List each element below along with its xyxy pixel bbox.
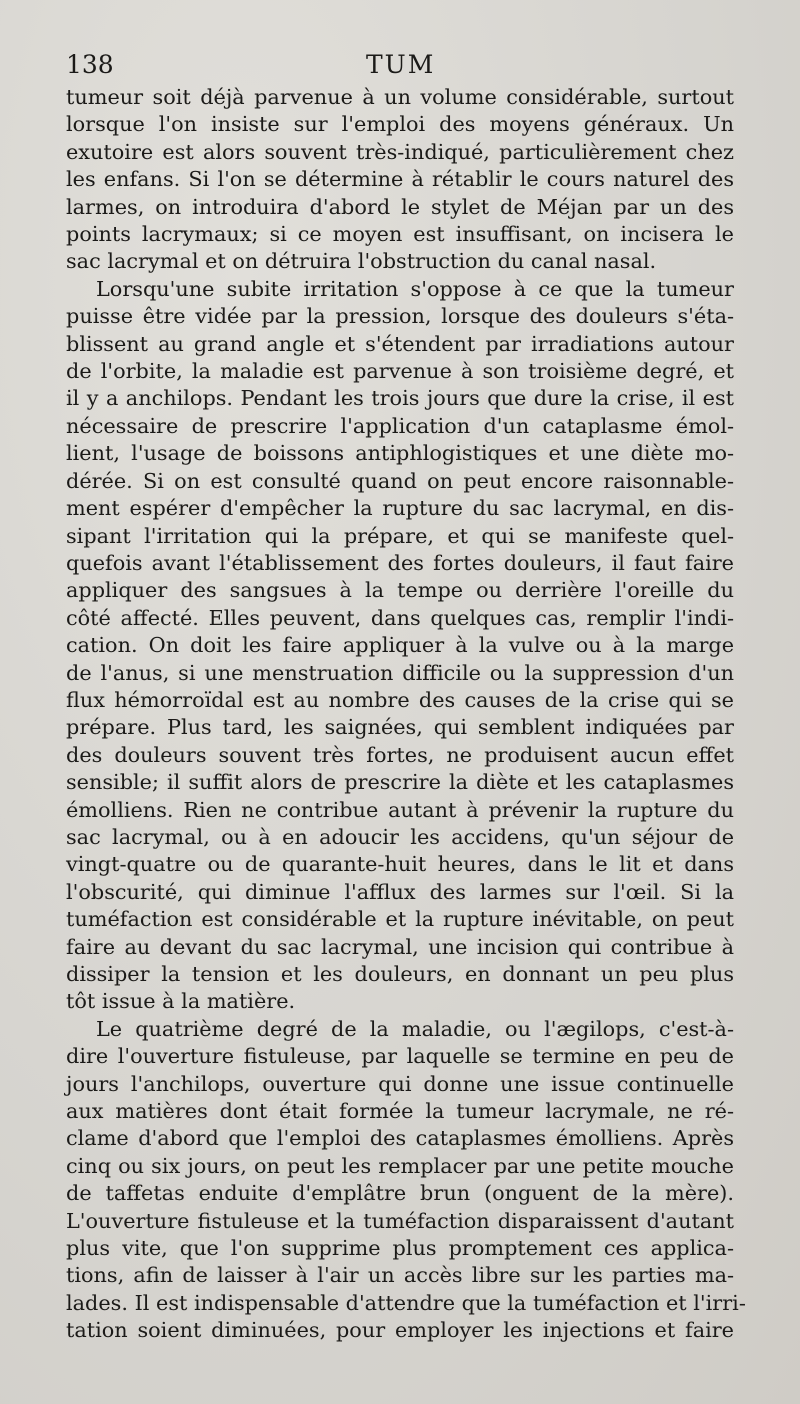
text-line: faire au devant du sac lacrymal, une incision qui contribue à [66, 934, 734, 959]
text-line: puisse être vidée par la pression, lorsque des douleurs s'éta- [66, 304, 734, 329]
text-line: prépare. Plus tard, les saignées, qui semblent indiquées par [66, 715, 734, 740]
text-line: aux matières dont était formée la tumeur lacrymale, ne ré- [66, 1099, 734, 1124]
text-line: côté affecté. Elles peuvent, dans quelques cas, remplir l'indi- [66, 605, 734, 630]
text-line: Lorsqu'une subite irritation s'oppose à ce que la tumeur [96, 276, 734, 301]
text-line: les enfans. Si l'on se détermine à rétablir le cours naturel des [66, 167, 734, 192]
text-line: sac lacrymal et on détruira l'obstruction du canal nasal. [66, 249, 657, 274]
text-line: tions, afin de laisser à l'air un accès libre sur les parties ma- [66, 1263, 734, 1288]
page-number: 138 [66, 50, 114, 79]
paragraph [66, 1016, 746, 1345]
body-text [66, 84, 746, 1345]
text-line: l'obscurité, qui diminue l'afflux des larmes sur l'œil. Si la [66, 879, 734, 904]
text-line: de l'anus, si une menstruation difficile ou la suppression d'un [66, 660, 734, 685]
text-line: de taffetas enduite d'emplâtre brun (onguent de la mère). [66, 1181, 734, 1206]
text-line: ment espérer d'empêcher la rupture du sac lacrymal, en dis- [66, 496, 734, 521]
text-line: des douleurs souvent très fortes, ne produisent aucun effet [66, 742, 734, 767]
text-line: blissent au grand angle et s'étendent par irradiations autour [66, 331, 734, 356]
text-line: dérée. Si on est consulté quand on peut encore raisonnable- [66, 468, 734, 493]
text-line: clame d'abord que l'emploi des cataplasmes émolliens. Après [66, 1126, 734, 1151]
text-line: L'ouverture fistuleuse et la tuméfaction disparaissent d'autant [66, 1208, 734, 1233]
text-line: tumeur soit déjà parvenue à un volume considérable, surtout [66, 85, 734, 109]
text-line: lades. Il est indispensable d'attendre que la tuméfaction et l'irri- [66, 1290, 746, 1315]
text-line: exutoire est alors souvent très-indiqué, particulièrement chez [66, 139, 734, 164]
text-line: émolliens. Rien ne contribue autant à prévenir la rupture du [66, 797, 734, 822]
text-line: nécessaire de prescrire l'application d'un cataplasme émol- [66, 413, 734, 438]
text-line: de l'orbite, la maladie est parvenue à son troisième degré, et [66, 359, 734, 384]
running-head: TUM [366, 50, 436, 79]
text-line: tôt issue à la matière. [66, 989, 296, 1014]
text-line: sac lacrymal, ou à en adoucir les accidens, qu'un séjour de [66, 824, 734, 849]
text-line: Le quatrième degré de la maladie, ou l'ægilops, c'est-à- [96, 1016, 734, 1041]
text-line: lorsque l'on insiste sur l'emploi des moyens généraux. Un [66, 112, 734, 137]
text-line: jours l'anchilops, ouverture qui donne une issue continuelle [66, 1071, 734, 1096]
text-line: lient, l'usage de boissons antiphlogistiques et une diète mo- [66, 441, 734, 466]
text-line: dire l'ouverture fistuleuse, par laquelle se termine en peu de [66, 1044, 734, 1069]
text-line: sipant l'irritation qui la prépare, et qui se manifeste quel- [66, 523, 734, 548]
text-line: appliquer des sangsues à la tempe ou derrière l'oreille du [66, 578, 734, 603]
paragraph [66, 276, 734, 1016]
text-line: flux hémorroïdal est au nombre des causes de la crise qui se [66, 687, 734, 712]
text-line: plus vite, que l'on supprime plus promptement ces applica- [66, 1236, 734, 1261]
text-line: tuméfaction est considérable et la rupture inévitable, on peut [66, 907, 734, 932]
text-line: dissiper la tension et les douleurs, en donnant un peu plus [66, 962, 734, 986]
text-line: points lacrymaux; si ce moyen est insuffisant, on incisera le [66, 222, 734, 247]
book-page [66, 50, 746, 1345]
page-header [66, 50, 734, 84]
text-line: vingt-quatre ou de quarante-huit heures, dans le lit et dans [66, 852, 734, 877]
text-line: larmes, on introduira d'abord le stylet de Méjan par un des [66, 194, 734, 219]
text-line: sensible; il suffit alors de prescrire la diète et les cataplasmes [66, 770, 734, 795]
text-line: cation. On doit les faire appliquer à la vulve ou à la marge [66, 633, 734, 658]
text-line: il y a anchilops. Pendant les trois jours que dure la crise, il est [66, 386, 734, 411]
text-line: quefois avant l'établissement des fortes douleurs, il faut faire [66, 550, 734, 575]
paragraph [66, 84, 734, 276]
text-line: cinq ou six jours, on peut les remplacer par une petite mouche [66, 1153, 734, 1178]
text-line: tation soient diminuées, pour employer les injections et faire [66, 1318, 734, 1343]
